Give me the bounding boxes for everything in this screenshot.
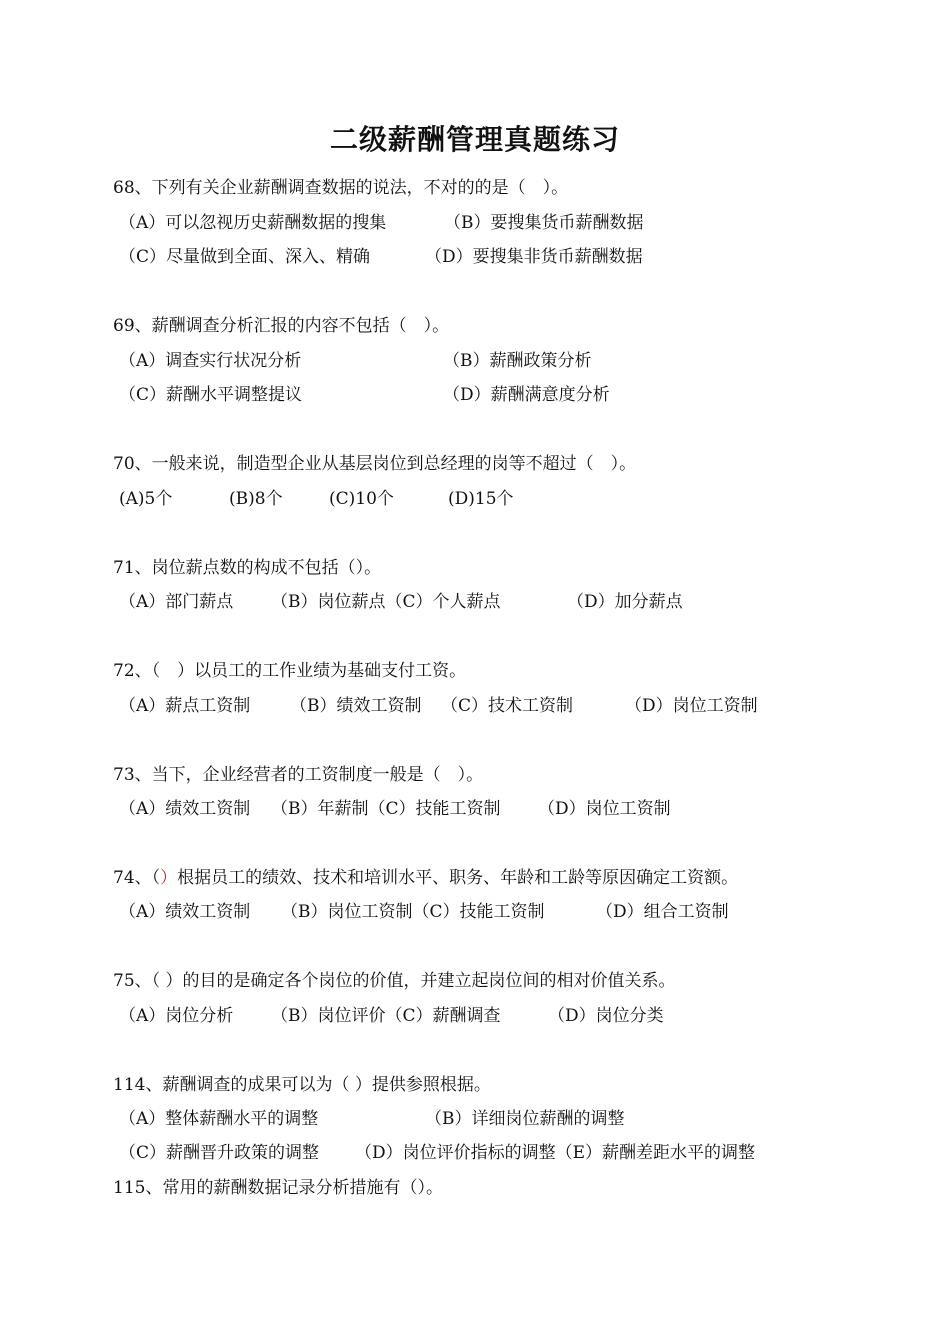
question-69-option-d: （D）薪酬满意度分析 (443, 385, 610, 405)
question-70-option-d: (D)15个 (448, 489, 514, 509)
question-68-option-a: （A）可以忽视历史薪酬数据的搜集 (119, 213, 387, 233)
question-68-stem: 68、下列有关企业薪酬调查数据的说法，不对的的是（ ）。 (113, 178, 569, 198)
question-73-option-a: （A）绩效工资制 (119, 799, 251, 819)
question-70-option-a: (A)5个 (119, 489, 173, 509)
question-74-paren-open: （ (151, 868, 161, 888)
question-71-stem: 71、岗位薪点数的构成不包括（）。 (113, 558, 382, 578)
question-75-option-a: （A）岗位分析 (119, 1006, 234, 1026)
question-72-option-c: （C）技术工资制 (441, 696, 574, 716)
question-69-option-b: （B）薪酬政策分析 (443, 351, 592, 371)
question-71-option-d: （D）加分薪点 (567, 592, 683, 612)
question-70-stem: 70、一般来说，制造型企业从基层岗位到总经理的岗等不超过（ ）。 (113, 454, 637, 474)
question-72-stem: 72、（ ）以员工的工作业绩为基础支付工资。 (113, 661, 467, 681)
question-114-option-de: （D）岗位评价指标的调整（E）薪酬差距水平的调整 (355, 1143, 756, 1163)
question-69-option-a: （A）调查实行状况分析 (119, 351, 302, 371)
question-73-option-d: （D）岗位工资制 (538, 799, 671, 819)
question-72-option-b: （B）绩效工资制 (290, 696, 422, 716)
question-73-option-bc: （B）年薪制（C）技能工资制 (271, 799, 501, 819)
question-70-option-b: (B)8个 (229, 489, 283, 509)
question-74-option-d: （D）组合工资制 (596, 902, 729, 922)
question-68-option-d: （D）要搜集非货币薪酬数据 (425, 247, 643, 267)
question-71-option-bc: （B）岗位薪点（C）个人薪点 (271, 592, 501, 612)
question-114-option-a: （A）整体薪酬水平的调整 (119, 1109, 319, 1129)
question-74-stem-text: 根据员工的绩效、技术和培训水平、职务、年龄和工龄等原因确定工资额。 (177, 868, 739, 888)
question-75-stem: 75、（ ）的目的是确定各个岗位的价值，并建立起岗位间的相对价值关系。 (113, 971, 676, 991)
question-114-option-c: （C）薪酬晋升政策的调整 (119, 1143, 320, 1163)
question-75-option-d: （D）岗位分类 (548, 1006, 664, 1026)
question-73-stem: 73、当下，企业经营者的工资制度一般是（ ）。 (113, 765, 484, 785)
question-114-option-b: （B）详细岗位薪酬的调整 (425, 1109, 625, 1129)
question-74-option-a: （A）绩效工资制 (119, 902, 251, 922)
question-69-stem: 69、薪酬调查分析汇报的内容不包括（ ）。 (113, 316, 450, 336)
question-74-stem (113, 867, 738, 889)
question-72-option-d: （D）岗位工资制 (625, 696, 758, 716)
question-74-number: 74、 (113, 868, 152, 888)
question-114-stem: 114、薪酬调查的成果可以为（ ）提供参照根据。 (113, 1075, 491, 1095)
question-69-option-c: （C）薪酬水平调整提议 (119, 385, 303, 405)
question-74-option-bc: （B）岗位工资制（C）技能工资制 (281, 902, 545, 922)
question-71-option-a: （A）部门薪点 (119, 592, 234, 612)
question-68-option-b: （B）要搜集货币薪酬数据 (444, 213, 644, 233)
question-72-option-a: （A）薪点工资制 (119, 696, 251, 716)
question-70-option-c: (C)10个 (329, 489, 394, 509)
question-74-paren-close: ） (160, 868, 178, 888)
question-75-option-bc: （B）岗位评价（C）薪酬调查 (271, 1006, 501, 1026)
question-68-option-c: （C）尽量做到全面、深入、精确 (119, 247, 371, 267)
question-115-stem: 115、常用的薪酬数据记录分析措施有（）。 (113, 1178, 443, 1198)
page-title: 二级薪酬管理真题练习 (329, 123, 620, 156)
